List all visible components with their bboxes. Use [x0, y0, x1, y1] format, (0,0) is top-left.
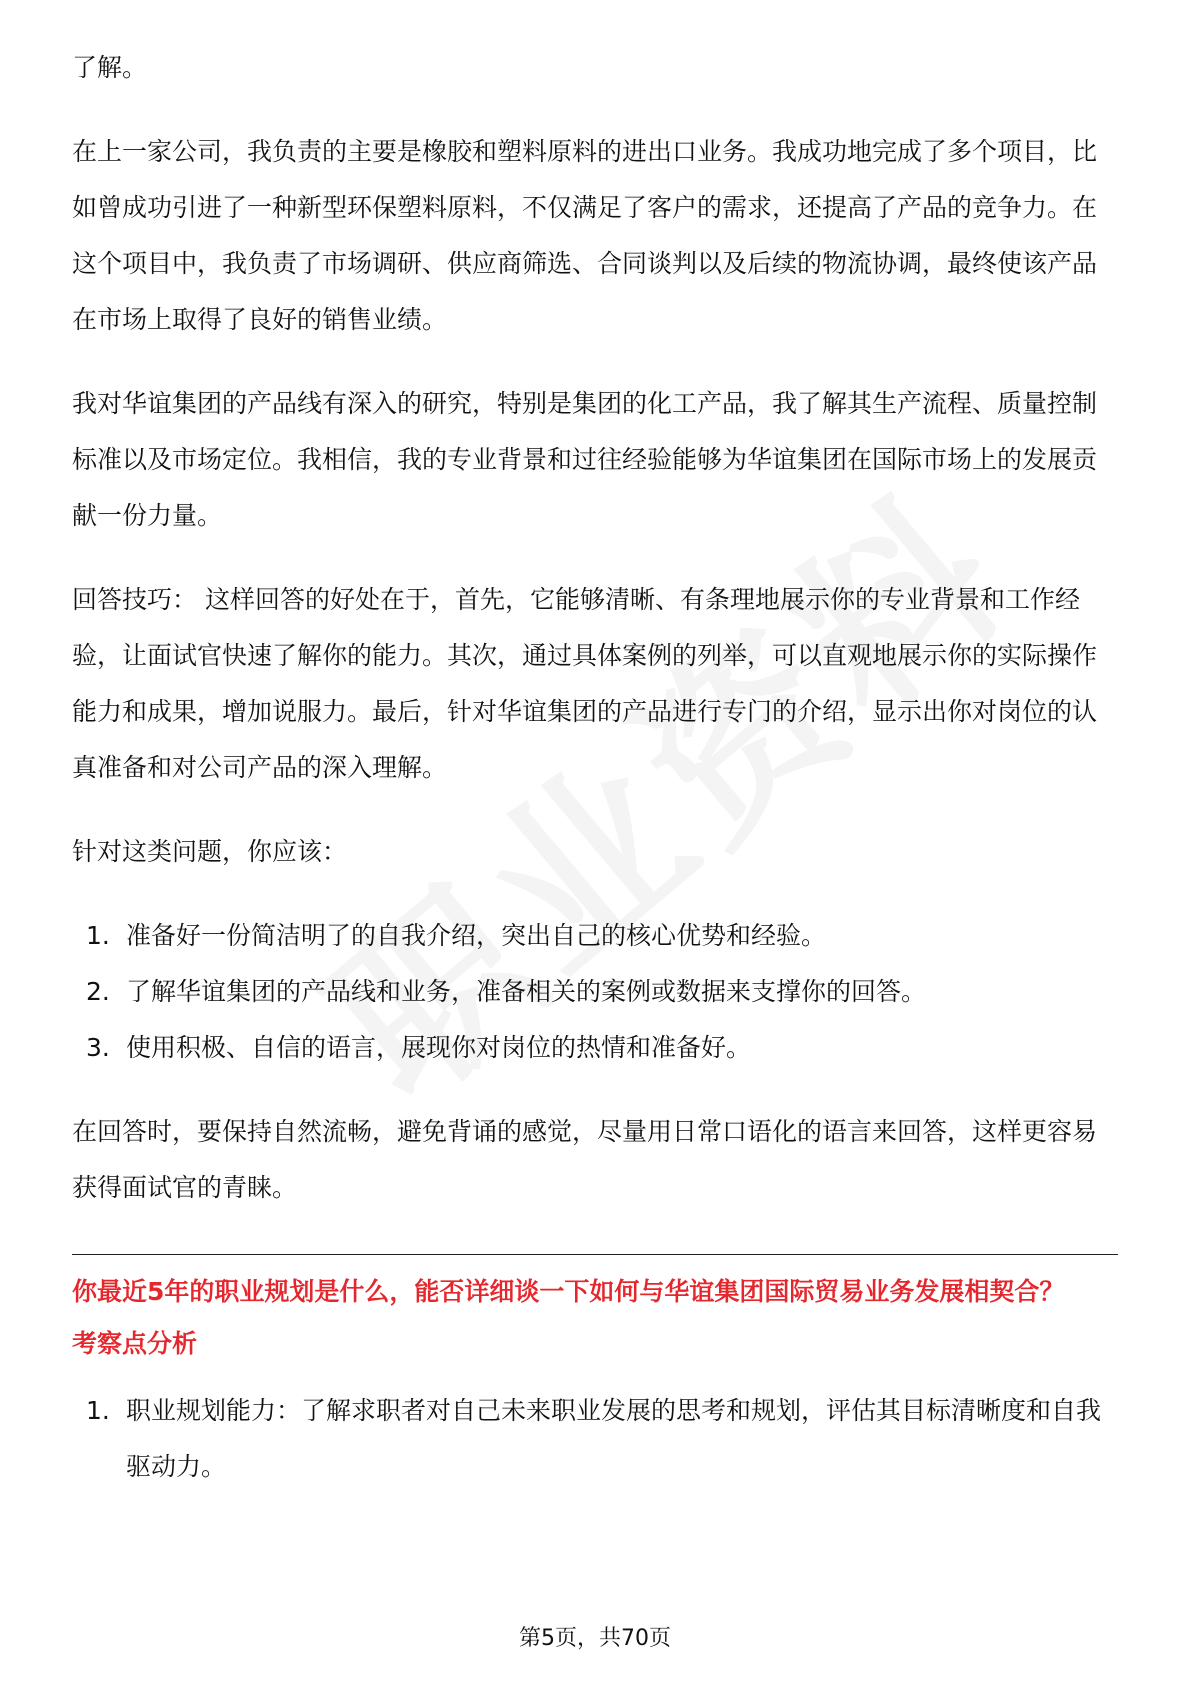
page-content — [72, 40, 1118, 1495]
list-number: 1. — [86, 1396, 110, 1425]
paragraph-product-research: 我对华谊集团的产品线有深入的研究，特别是集团的化工产品，我了解其生产流程、质量控制标准以及市场定位。我相信，我的专业背景和过往经验能够为华谊集团在国际市场上的发展贡献一份力量。 — [72, 389, 1098, 530]
list-text: 了解华谊集团的产品线和业务，准备相关的案例或数据来支撑你的回答。 — [126, 977, 927, 1006]
paragraph-closing-advice: 在回答时，要保持自然流畅，避免背诵的感觉，尽量用日常口语化的语言来回答，这样更容易获得面试官的青睐。 — [72, 1117, 1098, 1202]
paragraph-intro-end: 了解。 — [72, 53, 148, 82]
list-text: 使用积极、自信的语言，展现你对岗位的热情和准备好。 — [126, 1033, 752, 1062]
list-item — [72, 908, 1118, 964]
list-text: 准备好一份简洁明了的自我介绍，突出自己的核心优势和经验。 — [126, 921, 827, 950]
interview-question: 你最近5年的职业规划是什么，能否详细谈一下如何与华谊集团国际贸易业务发展相契合？ — [72, 1277, 1065, 1306]
list-number: 3. — [86, 1033, 110, 1062]
paragraph-answer-tips: 回答技巧： 这样回答的好处在于，首先，它能够清晰、有条理地展示你的专业背景和工作经验，让面试官快速了解你的能力。其次，通过具体案例的列举，可以直观地展示你的实际操作能力和成果，增加说服力。最后，针对华谊集团的产品进行专门的介绍，显示出你对岗位的认真准备和对公司产品的深入理解。 — [72, 585, 1098, 782]
tips-list — [72, 908, 1118, 1076]
list-number: 1. — [86, 921, 110, 950]
analysis-heading: 考察点分析 — [72, 1329, 198, 1358]
list-item — [72, 1020, 1118, 1076]
list-number: 2. — [86, 977, 110, 1006]
paragraph-should-do: 针对这类问题，你应该： — [72, 837, 348, 866]
list-item — [72, 964, 1118, 1020]
list-text: 职业规划能力：了解求职者对自己未来职业发展的思考和规划，评估其目标清晰度和自我驱动力。 — [126, 1396, 1102, 1481]
paragraph-previous-company: 在上一家公司，我负责的主要是橡胶和塑料原料的进出口业务。我成功地完成了多个项目，比如曾成功引进了一种新型环保塑料原料，不仅满足了客户的需求，还提高了产品的竞争力。在这个项目中，我负责了市场调研、供应商筛选、合同谈判以及后续的物流协调，最终使该产品在市场上取得了良好的销售业绩。 — [72, 137, 1098, 334]
analysis-list — [72, 1383, 1118, 1495]
list-item — [72, 1383, 1118, 1495]
page-footer: 第5页，共70页 — [519, 1626, 671, 1651]
